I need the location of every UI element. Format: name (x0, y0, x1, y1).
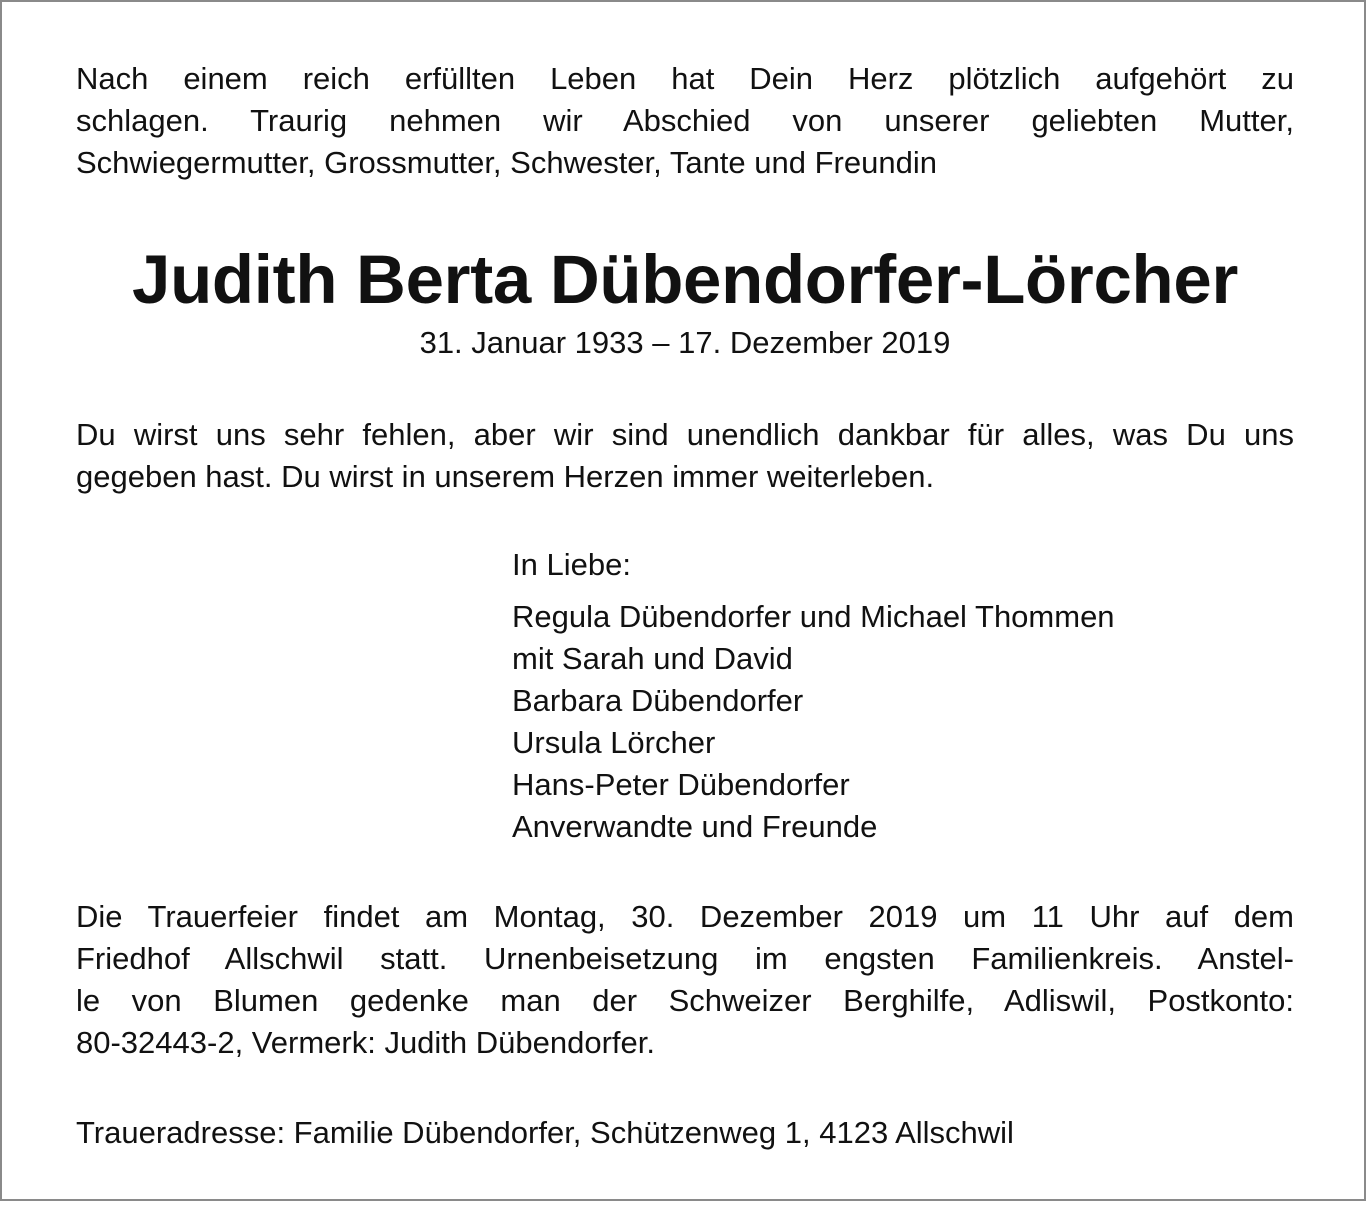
ceremony-line-4: 80-32443-2, Vermerk: Judith Dübendorfer. (76, 1025, 656, 1060)
signer-line: Barbara Dübendorfer (512, 683, 804, 718)
farewell-paragraph (76, 414, 1294, 498)
mourning-address: Traueradresse: Familie Dübendorfer, Schützenweg 1, 4123 Allschwil (76, 1115, 1014, 1150)
signer-line: mit Sarah und David (512, 641, 793, 676)
ceremony-line-3: le von Blumen gedenke man der Schweizer Berghilfe, Adliswil, Postkonto: (76, 983, 1294, 1018)
intro-line-1: Nach einem reich erfüllten Leben hat Dein Herz plötzlich aufgehört zu (76, 61, 1294, 96)
deceased-name: Judith Berta Dübendorfer-Lörcher (132, 241, 1238, 318)
intro-line-3: Schwiegermutter, Grossmutter, Schwester, Tante und Freundin (76, 145, 937, 180)
intro-paragraph (76, 58, 1294, 184)
intro-line-2: schlagen. Traurig nehmen wir Abschied von unserer geliebten Mutter, (76, 103, 1294, 138)
signers-block (512, 544, 1294, 848)
signer-line: Ursula Lörcher (512, 725, 716, 760)
farewell-line-2: gegeben hast. Du wirst in unserem Herzen immer weiterleben. (76, 459, 935, 494)
signer-line: Anverwandte und Freunde (512, 809, 878, 844)
obituary-notice (76, 58, 1294, 1154)
ceremony-line-2: Friedhof Allschwil statt. Urnenbeisetzung im engsten Familienkreis. Anstel- (76, 941, 1294, 976)
ceremony-paragraph (76, 896, 1294, 1064)
ceremony-line-1: Die Trauerfeier findet am Montag, 30. Dezember 2019 um 11 Uhr auf dem (76, 899, 1294, 934)
life-dates: 31. Januar 1933 – 17. Dezember 2019 (419, 325, 951, 360)
signer-line: Hans-Peter Dübendorfer (512, 767, 850, 802)
signers-heading: In Liebe: (512, 547, 631, 582)
farewell-line-1: Du wirst uns sehr fehlen, aber wir sind unendlich dankbar für alles, was Du uns (76, 417, 1294, 452)
signer-line: Regula Dübendorfer und Michael Thommen (512, 599, 1115, 634)
